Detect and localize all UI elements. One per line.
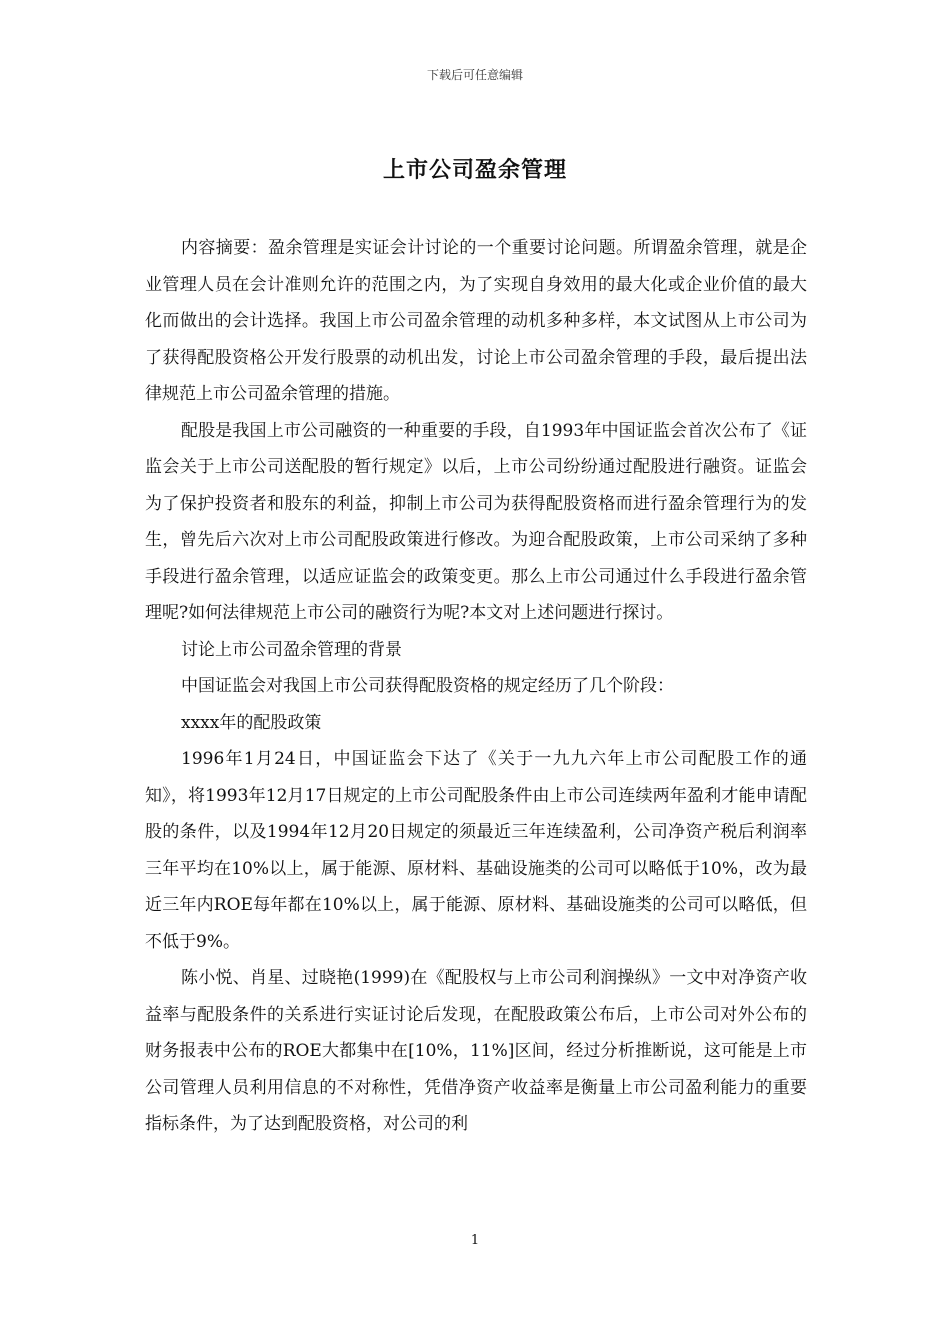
header-note: 下载后可任意编辑 [426, 68, 523, 82]
section-heading: 讨论上市公司盈余管理的背景 [181, 639, 402, 660]
body-paragraph: 陈小悦、肖星、过晓艳(1999)在《配股权与上市公司利润操纵》一文中对净资产收益率与配股条件的关系进行实证讨论后发现，在配股政策公布后，上市公司对外公布的财务报表中公布的ROE大都集中在[10%，11%]区间，经过分析推断说，这可能是上市公司管理人员利用信息的不对称性，凭借净资产收益率是衡量上市公司盈利能力的重要指标条件，为了达到配股资格，对公司的利 [145, 968, 807, 1134]
document-body [145, 230, 807, 1143]
body-paragraph: 1996年1月24日，中国证监会下达了《关于一九九六年上市公司配股工作的通知》，将1993年12月17日规定的上市公司配股条件由上市公司连续两年盈利才能申请配股的条件，以及1994年12月20日规定的须最近三年连续盈利，公司净资产税后利润率三年平均在10%以上，属于能源、原材料、基础设施类的公司可以略低于10%，改为最近三年内ROE每年都在10%以上，属于能源、原材料、基础设施类的公司可以略低，但不低于9%。 [145, 749, 807, 952]
page-number: 1 [470, 1233, 480, 1248]
body-paragraph: 中国证监会对我国上市公司获得配股资格的规定经历了几个阶段： [181, 676, 674, 696]
abstract-paragraph: 内容摘要：盈余管理是实证会计讨论的一个重要讨论问题。所谓盈余管理，就是企业管理人员在会计准则允许的范围之内，为了实现自身效用的最大化或企业价值的最大化而做出的会计选择。我国上市公司盈余管理的动机多种多样，本文试图从上市公司为了获得配股资格公开发行股票的动机出发，讨论上市公司盈余管理的手段，最后提出法律规范上市公司盈余管理的措施。 [145, 238, 807, 404]
body-paragraph: 配股是我国上市公司融资的一种重要的手段，自1993年中国证监会首次公布了《证监会关于上市公司送配股的暂行规定》以后，上市公司纷纷通过配股进行融资。证监会为了保护投资者和股东的利益，抑制上市公司为获得配股资格而进行盈余管理行为的发生，曾先后六次对上市公司配股政策进行修改。为迎合配股政策，上市公司采纳了多种手段进行盈余管理，以适应证监会的政策变更。那么上市公司通过什么手段进行盈余管理呢?如何法律规范上市公司的融资行为呢?本文对上述问题进行探讨。 [145, 420, 807, 623]
document-title: 上市公司盈余管理 [382, 157, 567, 183]
subsection-heading: xxxx年的配股政策 [181, 712, 322, 733]
